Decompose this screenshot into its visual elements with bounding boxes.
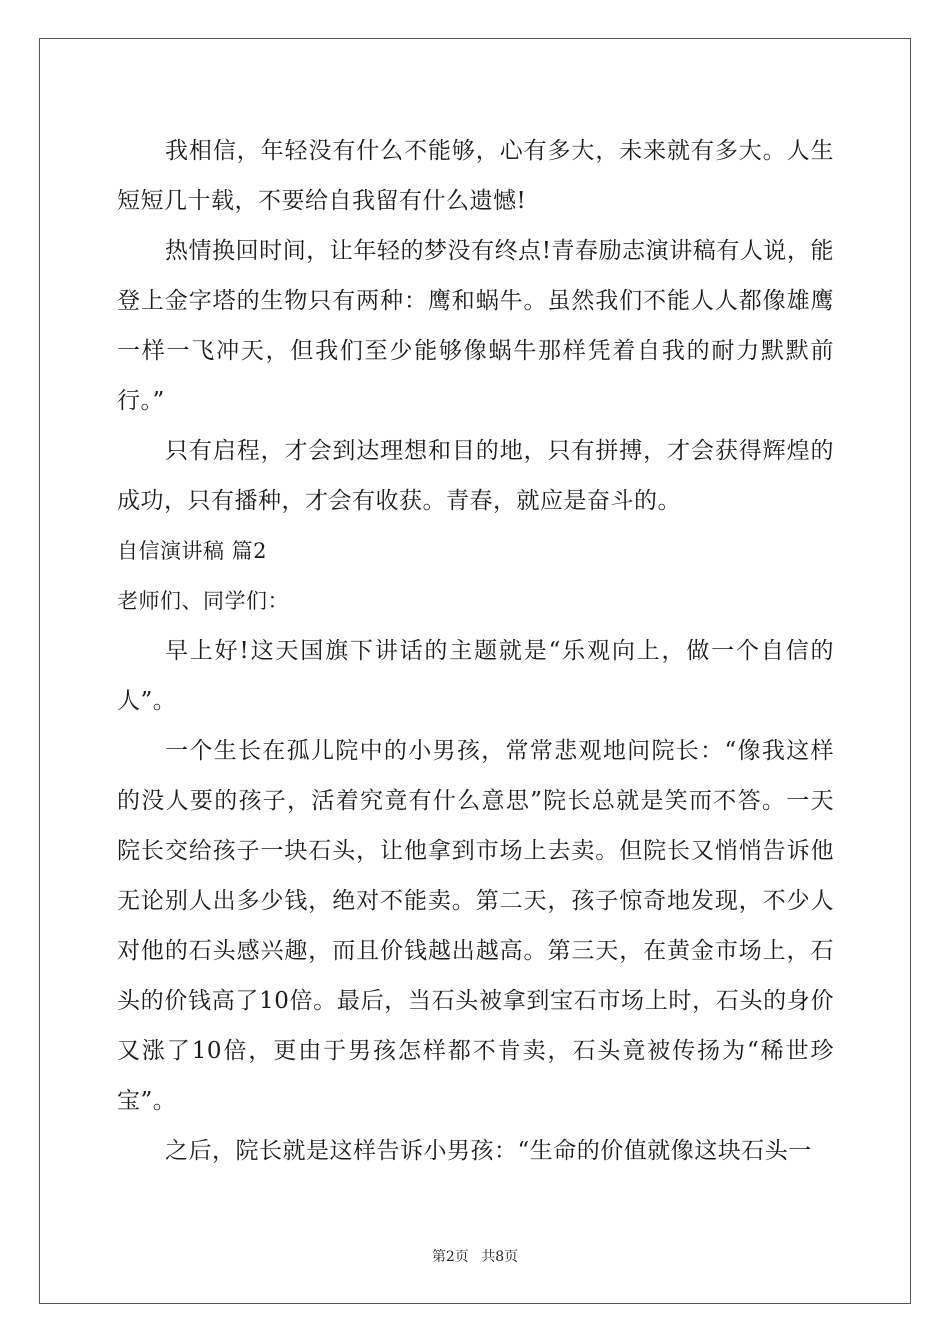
paragraph-3: 只有启程，才会到达理想和目的地，只有拼搏，才会获得辉煌的成功，只有播种，才会有收获。青春，就应是奋斗的。 bbox=[117, 438, 834, 514]
paragraph-2: 热情换回时间，让年轻的梦没有终点!青春励志演讲稿有人说，能登上金字塔的生物只有两种：鹰和蜗牛。虽然我们不能人人都像雄鹰一样一飞冲天，但我们至少能够像蜗牛那样凭着自我的耐力默默前行。” bbox=[117, 238, 834, 414]
page-footer bbox=[0, 1246, 950, 1266]
page-total: 共8页 bbox=[481, 1249, 519, 1265]
paragraph-4: 早上好!这天国旗下讲话的主题就是“乐观向上，做一个自信的人”。 bbox=[117, 638, 834, 714]
paragraph-6: 之后，院长就是这样告诉小男孩：“生命的价值就像这块石头一 bbox=[165, 1138, 812, 1164]
document-body bbox=[117, 126, 834, 1176]
paragraph-1: 我相信，年轻没有什么不能够，心有多大，未来就有多大。人生短短几十载，不要给自我留有什么遗憾! bbox=[117, 138, 834, 214]
section-title: 自信演讲稿 篇2 bbox=[117, 539, 268, 563]
paragraph-5: 一个生长在孤儿院中的小男孩，常常悲观地问院长：“像我这样的没人要的孩子，活着究竟有什么意思”院长总就是笑而不答。一天院长交给孩子一块石头，让他拿到市场上去卖。但院长又悄悄告诉他无论别人出多少钱，绝对不能卖。第二天，孩子惊奇地发现，不少人对他的石头感兴趣，而且价钱越出越高。第三天，在黄金市场上，石头的价钱高了10倍。最后，当石头被拿到宝石市场上时，石头的身价又涨了10倍，更由于男孩怎样都不肯卖，石头竟被传扬为“稀世珍宝”。 bbox=[117, 738, 834, 1114]
greeting: 老师们、同学们： bbox=[117, 589, 289, 613]
page-number: 第2页 bbox=[431, 1249, 469, 1265]
